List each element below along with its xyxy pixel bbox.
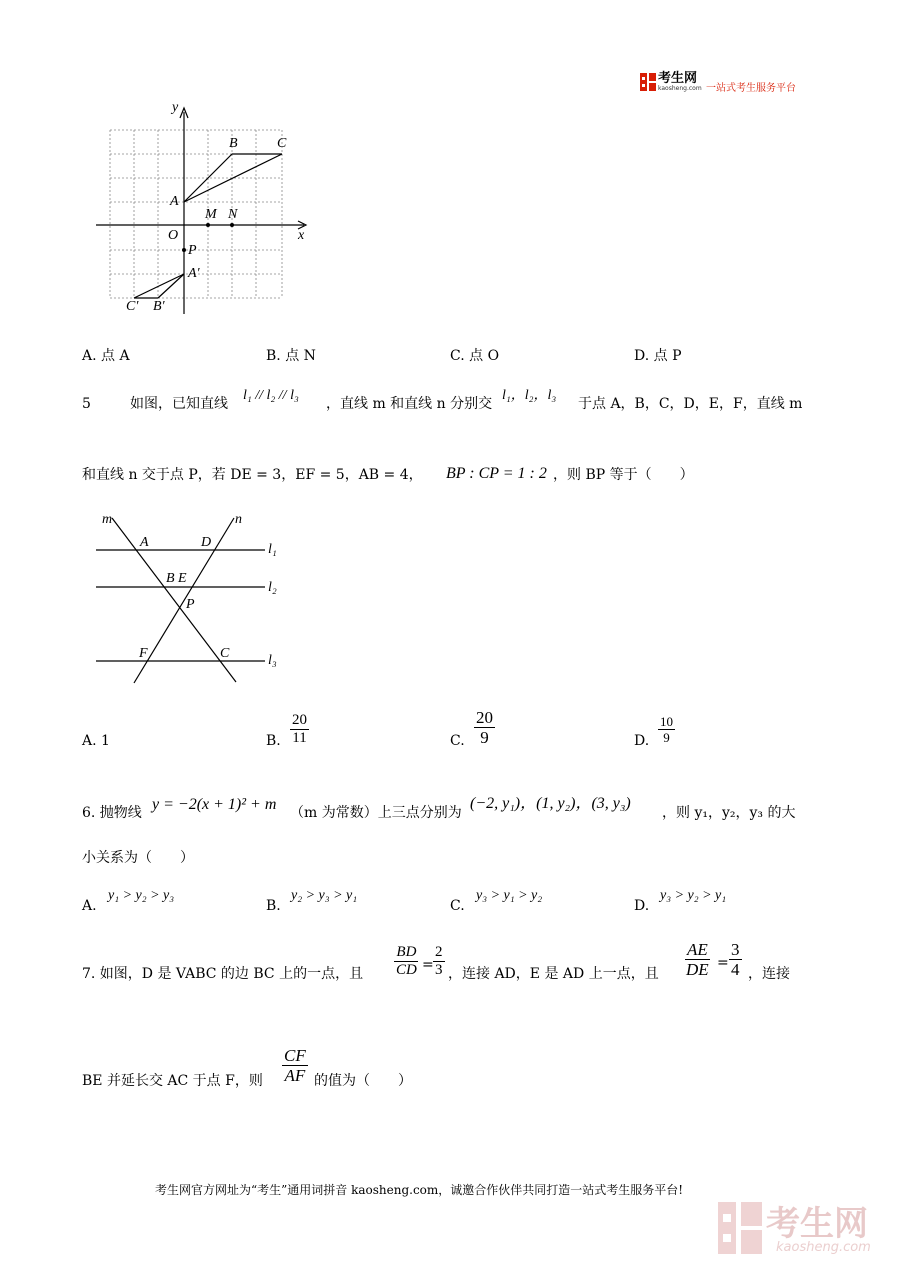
graph2-label-C: C xyxy=(220,646,230,661)
q6-formula: y = −2(x + 1)² + m xyxy=(152,796,277,813)
q6-option-a[interactable]: y₁ > y₂ > y₃ xyxy=(108,888,175,903)
q5-text-2a: 和直线 n 交于点 P，若 DE = 3，EF = 5，AB = 4， xyxy=(82,467,423,483)
graph2-label-A: A xyxy=(140,535,149,550)
q6-points: (−2, y₁)，(1, y₂)，(3, y₃) xyxy=(470,795,631,812)
q6-option-a-label[interactable]: A. xyxy=(82,898,97,914)
q7-frac1-den: CD xyxy=(396,962,417,978)
footer-text: 考生网官方网址为“考生”通用词拼音 kaosheng.com，诚邀合作伙伴共同打造一站式考生服务平台! xyxy=(155,1183,684,1197)
q5-option-b-fraction xyxy=(290,712,309,747)
q6-text-1c: ，则 y₁，y₂，y₃ 的大 xyxy=(662,805,796,821)
q7-eq2: = xyxy=(717,955,729,971)
q6-option-b[interactable]: y₂ > y₃ > y₁ xyxy=(291,888,358,903)
q5-option-d-fraction xyxy=(658,714,675,745)
logo-mark-icon xyxy=(640,73,654,91)
q6-option-d[interactable]: y₃ > y₂ > y₁ xyxy=(660,888,727,903)
q6-text-2: 小关系为（ ） xyxy=(82,850,194,866)
q7-frac3-den: DE xyxy=(686,960,709,979)
q4-option-c[interactable]: C. 点 O xyxy=(450,348,500,364)
q7-frac1-num: BD xyxy=(396,944,417,960)
graph1-label-N: N xyxy=(228,207,238,222)
q7-frac4-num: 3 xyxy=(731,940,740,959)
graph2-label-m: m xyxy=(102,512,113,527)
q7-eq1: = xyxy=(422,957,434,973)
q7-frac2-den: 3 xyxy=(435,962,443,978)
q5-lines: l₁，l₂，l₃ xyxy=(502,388,557,403)
q5-ratio: BP : CP = 1 : 2 xyxy=(446,465,547,482)
q4-option-d[interactable]: D. 点 P xyxy=(634,348,682,364)
q6-option-c-label[interactable]: C. xyxy=(450,898,465,914)
q5-option-c-label[interactable]: C. xyxy=(450,733,465,749)
q7-fraction-cf-af xyxy=(282,1046,308,1085)
q5-option-c-num: 20 xyxy=(476,708,493,727)
q5-number: 5 xyxy=(82,396,91,412)
q7-fraction-3-4 xyxy=(729,940,742,979)
graph2-label-l2: l₂ xyxy=(268,580,277,595)
logo-domain: kaosheng.com xyxy=(658,85,702,92)
q7-frac5-den: AF xyxy=(284,1066,306,1085)
graph1-label-C-prime: C′ xyxy=(126,299,139,314)
header-logo[interactable] xyxy=(640,72,702,92)
q7-text-1b: ，连接 AD，E 是 AD 上一点，且 xyxy=(448,966,659,982)
graph1-label-P: P xyxy=(188,243,197,258)
q5-parallel-formula: l₁ // l₂ // l₃ xyxy=(243,388,299,403)
graph1-label-M: M xyxy=(205,207,217,222)
q5-option-b-label[interactable]: B. xyxy=(266,733,281,749)
graph2-label-P: P xyxy=(186,597,195,612)
q7-text-2a: BE 并延长交 AC 于点 F，则 xyxy=(82,1073,263,1089)
watermark-domain: kaosheng.com xyxy=(776,1240,871,1255)
logo-name: 考生网 xyxy=(658,71,698,86)
q6-text-1a: 6. 抛物线 xyxy=(82,805,142,821)
header-slogan: 一站式考生服务平台 xyxy=(706,83,796,94)
graph1-label-C: C xyxy=(277,136,287,151)
graph2-label-BE: B E xyxy=(166,571,187,586)
graph2-label-n: n xyxy=(235,512,242,527)
q7-fraction-2-3 xyxy=(433,944,445,979)
q6-text-1b: （m 为常数）上三点分别为 xyxy=(290,805,462,821)
graph1-label-x: x xyxy=(298,228,305,243)
graph2-label-D: D xyxy=(201,535,212,550)
q6-option-d-label[interactable]: D. xyxy=(634,898,650,914)
graph2-label-l3: l₃ xyxy=(268,653,277,668)
q5-option-c-den: 9 xyxy=(480,728,489,747)
graph1-label-y: y xyxy=(172,100,179,115)
parallel-lines-figure xyxy=(90,508,280,688)
q7-frac3-num: AE xyxy=(686,940,708,959)
graph1-label-origin: O xyxy=(168,228,179,243)
q4-option-b[interactable]: B. 点 N xyxy=(266,348,316,364)
q5-option-d-num: 10 xyxy=(660,714,673,729)
q5-text-2b: ，则 BP 等于（ ） xyxy=(553,467,694,483)
q5-text-1a: 如图，已知直线 xyxy=(130,396,228,412)
q5-text-1c: 于点 A，B，C，D，E，F，直线 m xyxy=(578,396,803,412)
q5-option-b-num: 20 xyxy=(292,712,307,728)
watermark-logo-icon xyxy=(718,1202,762,1254)
watermark-name: 考生网 xyxy=(766,1204,868,1244)
q5-option-a[interactable]: A. 1 xyxy=(82,733,110,749)
q6-option-b-label[interactable]: B. xyxy=(266,898,281,914)
graph1-label-B-prime: B′ xyxy=(153,299,165,314)
q7-frac2-num: 2 xyxy=(435,944,443,960)
q7-text-1c: ，连接 xyxy=(748,966,790,982)
q7-text-2b: 的值为（ ） xyxy=(314,1073,412,1089)
q5-text-1b: ，直线 m 和直线 n 分别交 xyxy=(326,396,493,412)
q5-option-d-den: 9 xyxy=(663,730,670,745)
graph2-label-F: F xyxy=(139,646,148,661)
q5-option-b-den: 11 xyxy=(292,730,307,746)
q4-option-a[interactable]: A. 点 A xyxy=(82,348,130,364)
q6-option-c[interactable]: y₃ > y₁ > y₂ xyxy=(476,888,543,903)
q5-option-d-label[interactable]: D. xyxy=(634,733,650,749)
graph1-label-A-prime: A′ xyxy=(188,266,200,281)
q7-frac5-num: CF xyxy=(284,1046,306,1065)
q7-fraction-bd-cd xyxy=(394,944,419,979)
q7-frac4-den: 4 xyxy=(731,960,740,979)
q7-fraction-ae-de xyxy=(684,940,711,979)
graph1-label-B: B xyxy=(229,136,238,151)
q7-text-1a: 7. 如图，D 是 VABC 的边 BC 上的一点，且 xyxy=(82,966,364,982)
graph1-label-A: A xyxy=(170,194,179,209)
graph2-label-l1: l₁ xyxy=(268,542,277,557)
q5-option-c-fraction xyxy=(474,708,495,747)
